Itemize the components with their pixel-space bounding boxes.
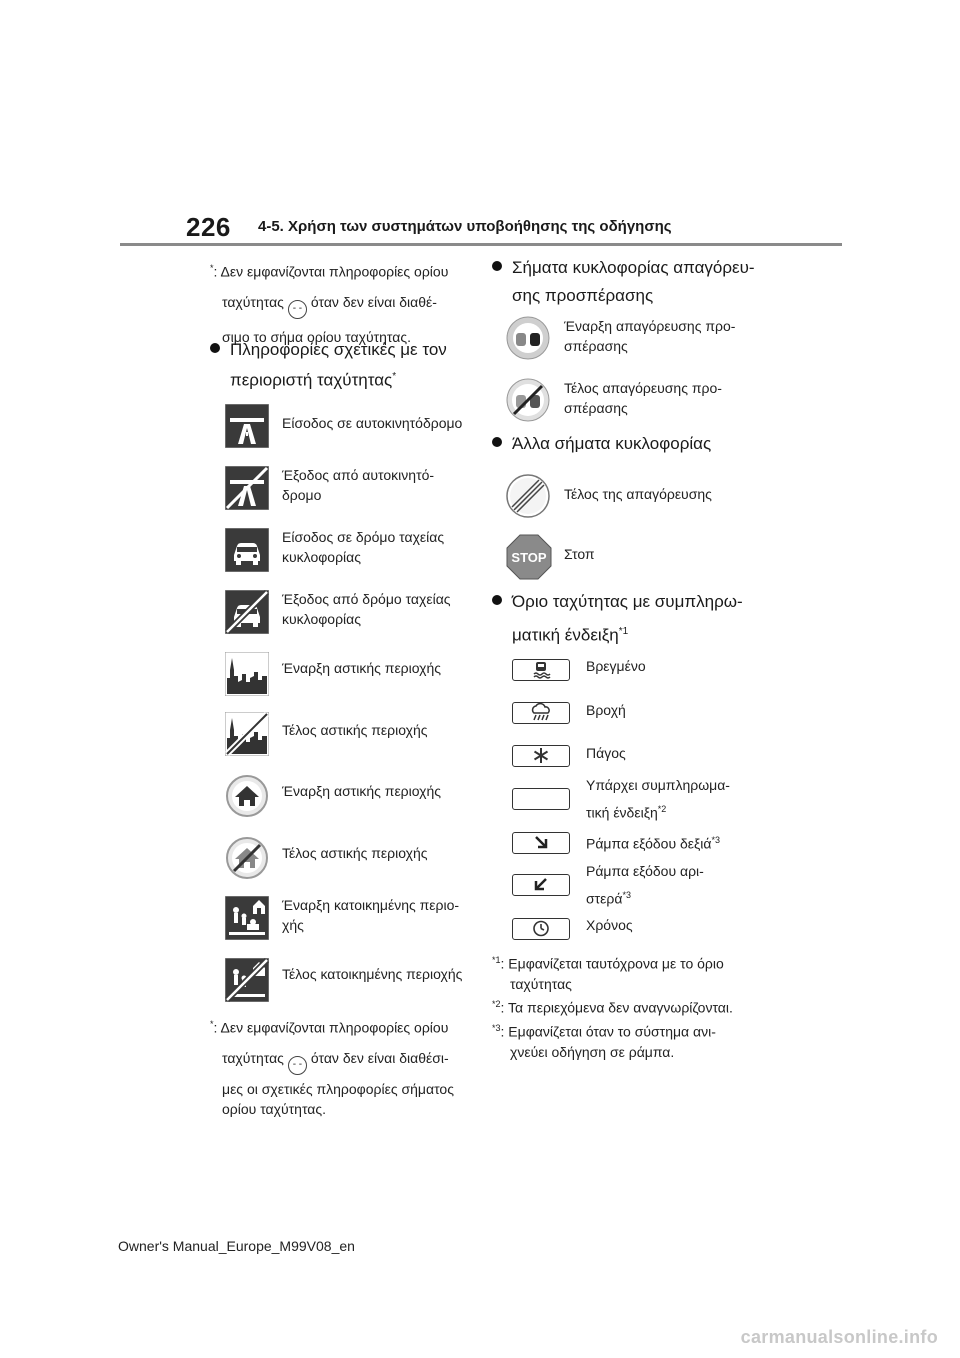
clock-icon [512, 918, 570, 940]
sign-label: Τέλος της απαγόρευσης [564, 486, 712, 502]
blank-plate-icon [512, 788, 570, 810]
expressway-entry-icon [225, 528, 269, 572]
residential-area-end-icon [225, 958, 269, 1002]
motorway-exit-icon [225, 466, 269, 510]
sign-label: Τέλος αστικής περιοχής [282, 722, 428, 738]
sign-label: Έναρξη κατοικημένης περιο- χής [282, 897, 460, 933]
sign-label: Τέλος κατοικημένης περιοχής [282, 966, 463, 982]
footer-manual-id: Owner's Manual_Europe_M99V08_en [118, 1238, 355, 1254]
arrow-down-left-icon [512, 874, 570, 896]
note-bottom: *: Δεν εμφανίζονται πληροφορίες ορίου ταχύτητας - - όταν δεν είναι διαθέσι- μες οι σχετικές πληροφορίες σήματος ορίου ταχύτητας. [210, 1019, 454, 1117]
note-top: *: Δεν εμφανίζονται πληροφορίες ορίου ταχύτητας - - όταν δεν είναι διαθέ- σιμο το σήμα ορίου ταχύτητας. [210, 263, 449, 345]
chapter-title: 4-5. Χρήση των συστημάτων υποβοήθησης της οδήγησης [258, 218, 672, 235]
plate-label: Βρεγμένο [586, 658, 646, 674]
stop-sign-icon [506, 534, 550, 578]
rain-icon [512, 702, 570, 724]
header-divider [120, 243, 842, 246]
plate-label: Βροχή [586, 702, 626, 718]
sign-label: Έξοδος από δρόμο ταχείας κυκλοφορίας [282, 591, 451, 627]
snowflake-icon [512, 745, 570, 767]
wet-road-icon [512, 659, 570, 681]
no-overtaking-end-icon [506, 378, 550, 422]
sign-label: Τέλος αστικής περιοχής [282, 845, 428, 861]
footnote-1: $^{*1}$: Εμφανίζεται ταυτόχρονα με το όριο ταχύτητας [492, 955, 724, 992]
page-number: 226 [186, 212, 231, 242]
no-overtaking-start-icon [506, 316, 550, 360]
urban-area-end-icon [225, 712, 269, 756]
stop-sign-text: STOP [511, 550, 547, 565]
residential-area-start-icon [225, 896, 269, 940]
plate-label: Ράμπα εξόδου αρι- στερά$^{*3}$ [586, 863, 704, 907]
sign-label: Έξοδος από αυτοκινητό- δρομο [282, 467, 435, 503]
sign-label: Έναρξη απαγόρευσης προ- σπέρασης [564, 318, 736, 354]
bullet-icon [492, 261, 502, 271]
urban-area-start-icon [225, 652, 269, 696]
sign-label: Είσοδος σε αυτοκινητόδρομο [282, 415, 463, 431]
sign-label: Τέλος απαγόρευσης προ- σπέρασης [564, 380, 722, 416]
sign-label: Στοπ [564, 546, 595, 562]
section-heading-no-overtaking: Σήματα κυκλοφορίας απαγόρευ- σης προσπέρασης [492, 256, 755, 308]
sign-label: Έναρξη αστικής περιοχής [282, 783, 442, 799]
arrow-down-right-icon [512, 832, 570, 854]
sign-label: Είσοδος σε δρόμο ταχείας κυκλοφορίας [282, 529, 445, 565]
plate-label: Χρόνος [586, 917, 633, 933]
speed-limit-unavailable-icon: - - [288, 300, 307, 319]
motorway-entry-icon [225, 404, 269, 448]
footnote-2: $^{*2}$: Τα περιεχόμενα δεν αναγνωρίζονται. [492, 999, 733, 1016]
end-of-restriction-icon [506, 474, 550, 518]
sign-label: Έναρξη αστικής περιοχής [282, 660, 442, 676]
expressway-exit-icon [225, 590, 269, 634]
speed-limit-unavailable-icon: - - [288, 1056, 307, 1075]
bullet-icon [492, 595, 502, 605]
section-heading-supplementary: Όριο ταχύτητας με συμπληρω- ματική ένδειξη$^{*1}$ [492, 590, 743, 648]
urban-area-end-round-icon [225, 836, 269, 880]
plate-label: Υπάρχει συμπληρωμα- τική ένδειξη$^{*2}$ [586, 777, 730, 821]
plate-label: Πάγος [586, 745, 626, 761]
footnote-3: $^{*3}$: Εμφανίζεται όταν το σύστημα ανι- χνεύει οδήγηση σε ράμπα. [492, 1023, 716, 1060]
section-heading-speed-limiter: Πληροφορίες σχετικές με τον περιοριστή ταχύτητας* [210, 338, 447, 393]
plate-label: Ράμπα εξόδου δεξιά$^{*3}$ [586, 835, 721, 852]
watermark: carmanualsonline.info [740, 1327, 938, 1347]
bullet-icon [492, 437, 502, 447]
bullet-icon [210, 343, 220, 353]
urban-area-start-round-icon [225, 774, 269, 818]
section-heading-other-signs: Άλλα σήματα κυκλοφορίας [492, 432, 711, 456]
